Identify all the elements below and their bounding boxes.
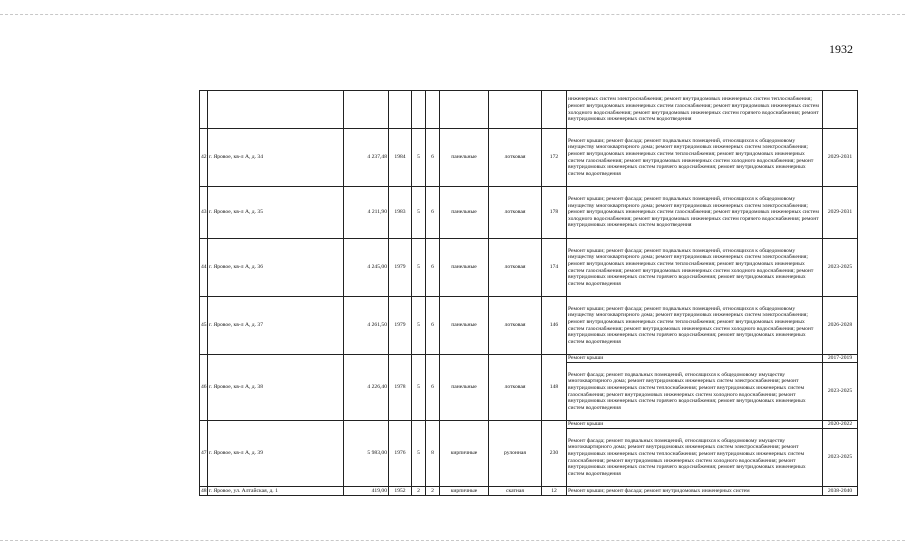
residents-cell: 230 — [542, 421, 567, 487]
address-cell: г. Яровое, кв-л А, д. 37 — [208, 297, 344, 355]
table-body — [200, 91, 858, 496]
area-cell — [344, 91, 389, 129]
entrances-cell: 6 — [426, 129, 440, 187]
entrances-cell: 8 — [426, 421, 440, 487]
area-cell: 4 226,40 — [344, 355, 389, 421]
entrances-cell: 6 — [426, 187, 440, 239]
roof-type-cell: лотковая — [489, 129, 542, 187]
wall-material-cell: панельные — [440, 297, 489, 355]
year-built-cell: 1952 — [389, 487, 412, 496]
repair-period-cell: 2023-2025 — [823, 429, 858, 487]
table-row — [200, 487, 858, 496]
area-cell: 4 245,00 — [344, 239, 389, 297]
wall-material-cell: панельные — [440, 187, 489, 239]
entrances-cell: 6 — [426, 239, 440, 297]
year-built-cell: 1978 — [389, 355, 412, 421]
floors-cell: 5 — [412, 421, 426, 487]
repair-period-cell: 2026-2028 — [823, 297, 858, 355]
residents-cell — [542, 91, 567, 129]
scan-artifact-bottom — [0, 540, 905, 541]
table-row — [200, 91, 858, 129]
roof-type-cell: рулонная — [489, 421, 542, 487]
wall-material-cell: панельные — [440, 355, 489, 421]
roof-type-cell: лотковая — [489, 297, 542, 355]
address-cell: г. Яровое, кв-л А, д. 36 — [208, 239, 344, 297]
housing-repair-table — [199, 90, 858, 496]
page-number: 1932 — [829, 42, 853, 56]
table-row — [200, 239, 858, 297]
row-number-cell: 44 — [200, 239, 208, 297]
row-number-cell: 47 — [200, 421, 208, 487]
address-cell: г. Яровое, кв-л А, д. 35 — [208, 187, 344, 239]
entrances-cell: 2 — [426, 487, 440, 496]
repair-works-cell: Ремонт фасада; ремонт подвальных помещений, относящихся к общедомовому имуществу многоквартирного дома; ремонт внутридомовых инженерных систем электроснабжения; ремонт внутридомовых инженерных систем теплоснабжения; ремонт внутридомовых инженерных систем газоснабжения; ремонт внутридомовых инженерных систем холодного водоснабжения; ремонт внутридомовых инженерных систем горячего водоснабжения; ремонт внутридомовых инженерных систем водоотведения — [567, 363, 823, 421]
repair-period-cell: 2017-2019 — [823, 355, 858, 363]
table-row — [200, 187, 858, 239]
residents-cell: 12 — [542, 487, 567, 496]
repair-works-cell: Ремонт крыши; ремонт фасада; ремонт подвальных помещений, относящихся к общедомовому имуществу многоквартирного дома; ремонт внутридомовых инженерных систем электроснабжения; ремонт внутридомовых инженерных систем теплоснабжения; ремонт внутридомовых инженерных систем газоснабжения; ремонт внутридомовых инженерных систем холодного водоснабжения; ремонт внутридомовых инженерных систем горячего водоснабжения; ремонт внутридомовых инженерных систем водоотведения — [567, 297, 823, 355]
wall-material-cell: кирпичные — [440, 421, 489, 487]
wall-material-cell: кирпичные — [440, 487, 489, 496]
row-number-cell: 46 — [200, 355, 208, 421]
wall-material-cell: панельные — [440, 129, 489, 187]
repair-works-cell: Ремонт фасада; ремонт подвальных помещений, относящихся к общедомовому имуществу многоквартирного дома; ремонт внутридомовых инженерных систем электроснабжения; ремонт внутридомовых инженерных систем теплоснабжения; ремонт внутридомовых инженерных систем газоснабжения; ремонт внутридомовых инженерных систем холодного водоснабжения; ремонт внутридомовых инженерных систем горячего водоснабжения; ремонт внутридомовых инженерных систем водоотведения — [567, 429, 823, 487]
floors-cell: 5 — [412, 187, 426, 239]
row-number-cell: 48 — [201, 487, 207, 494]
repair-period-cell: 2023-2025 — [823, 363, 858, 421]
address-cell: г. Яровое, ул. Алтайская, д. 1 — [208, 487, 344, 496]
repair-works-cell: инженерных систем электроснабжения; ремонт внутридомовых инженерных систем теплоснабжения; ремонт внутридомовых инженерных систем газоснабжения; ремонт внутридомовых инженерных систем холодного водоснабжения; ремонт внутридомовых инженерных систем горячего водоснабжения; ремонт внутридомовых инженерных систем водоотведения — [567, 91, 823, 129]
address-cell: г. Яровое, кв-л А, д. 34 — [208, 129, 344, 187]
year-built-cell: 1984 — [389, 129, 412, 187]
residents-cell: 178 — [542, 187, 567, 239]
entrances-cell: 6 — [426, 297, 440, 355]
wall-material-cell — [440, 91, 489, 129]
table-row — [200, 129, 858, 187]
floors-cell: 5 — [412, 297, 426, 355]
table-row — [200, 355, 858, 363]
roof-type-cell: лотковая — [489, 187, 542, 239]
repair-works-cell: Ремонт крыши — [567, 421, 823, 429]
repair-works-cell: Ремонт крыши; ремонт фасада; ремонт подвальных помещений, относящихся к общедомовому имуществу многоквартирного дома; ремонт внутридомовых инженерных систем электроснабжения; ремонт внутридомовых инженерных систем теплоснабжения; ремонт внутридомовых инженерных систем газоснабжения; ремонт внутридомовых инженерных систем холодного водоснабжения; ремонт внутридомовых инженерных систем горячего водоснабжения; ремонт внутридомовых инженерных систем водоотведения — [567, 129, 823, 187]
row-number-cell: 42 — [200, 129, 208, 187]
repair-period-cell: 2029-2031 — [823, 187, 858, 239]
floors-cell: 2 — [412, 487, 426, 496]
floors-cell: 5 — [412, 239, 426, 297]
repair-period-cell: 2029-2031 — [823, 129, 858, 187]
roof-type-cell: лотковая — [489, 239, 542, 297]
roof-type-cell: лотковая — [489, 355, 542, 421]
area-cell: 5 983,00 — [344, 421, 389, 487]
repair-works-cell: Ремонт крыши; ремонт фасада; ремонт внутридомовых инженерных систем — [567, 487, 823, 496]
address-cell: г. Яровое, кв-л А, д. 38 — [208, 355, 344, 421]
repair-period-cell: 2023-2025 — [823, 239, 858, 297]
table-row — [200, 421, 858, 429]
repair-works-cell: Ремонт крыши — [567, 355, 823, 363]
repair-works-cell: Ремонт крыши; ремонт фасада; ремонт подвальных помещений, относящихся к общедомовому имуществу многоквартирного дома; ремонт внутридомовых инженерных систем электроснабжения; ремонт внутридомовых инженерных систем теплоснабжения; ремонт внутридомовых инженерных систем газоснабжения; ремонт внутридомовых инженерных систем холодного водоснабжения; ремонт внутридомовых инженерных систем горячего водоснабжения; ремонт внутридомовых инженерных систем водоотведения — [567, 239, 823, 297]
table-row — [200, 297, 858, 355]
year-built-cell: 1979 — [389, 239, 412, 297]
year-built-cell: 1983 — [389, 187, 412, 239]
year-built-cell — [389, 91, 412, 129]
address-cell: г. Яровое, кв-л А, д. 39 — [208, 421, 344, 487]
area-cell: 4 261,50 — [344, 297, 389, 355]
residents-cell: 148 — [542, 355, 567, 421]
entrances-cell: 6 — [426, 355, 440, 421]
scan-artifact-top — [0, 14, 905, 15]
address-cell — [208, 91, 344, 129]
roof-type-cell: скатная — [489, 487, 542, 496]
row-number-cell — [200, 91, 208, 129]
repair-period-cell: 2038-2040 — [823, 487, 858, 496]
repair-period-cell: 2020-2022 — [823, 421, 858, 429]
row-number-cell: 43 — [200, 187, 208, 239]
floors-cell: 5 — [412, 129, 426, 187]
residents-cell: 146 — [542, 297, 567, 355]
roof-type-cell — [489, 91, 542, 129]
floors-cell — [412, 91, 426, 129]
residents-cell: 172 — [542, 129, 567, 187]
floors-cell: 5 — [412, 355, 426, 421]
year-built-cell: 1976 — [389, 421, 412, 487]
entrances-cell — [426, 91, 440, 129]
area-cell: 4 211,90 — [344, 187, 389, 239]
area-cell: 419,00 — [344, 487, 389, 496]
repair-works-cell: Ремонт крыши; ремонт фасада; ремонт подвальных помещений, относящихся к общедомовому имуществу многоквартирного дома; ремонт внутридомовых инженерных систем электроснабжения; ремонт внутридомовых инженерных систем газоснабжения; ремонт внутридомовых инженерных систем холодного водоснабжения; ремонт внутридомовых инженерных систем горячего водоснабжения; ремонт внутридомовых инженерных систем водоотведения — [567, 187, 823, 239]
wall-material-cell: панельные — [440, 239, 489, 297]
area-cell: 4 237,48 — [344, 129, 389, 187]
repair-period-cell — [823, 91, 858, 129]
year-built-cell: 1979 — [389, 297, 412, 355]
residents-cell: 174 — [542, 239, 567, 297]
row-number-cell: 45 — [200, 297, 208, 355]
